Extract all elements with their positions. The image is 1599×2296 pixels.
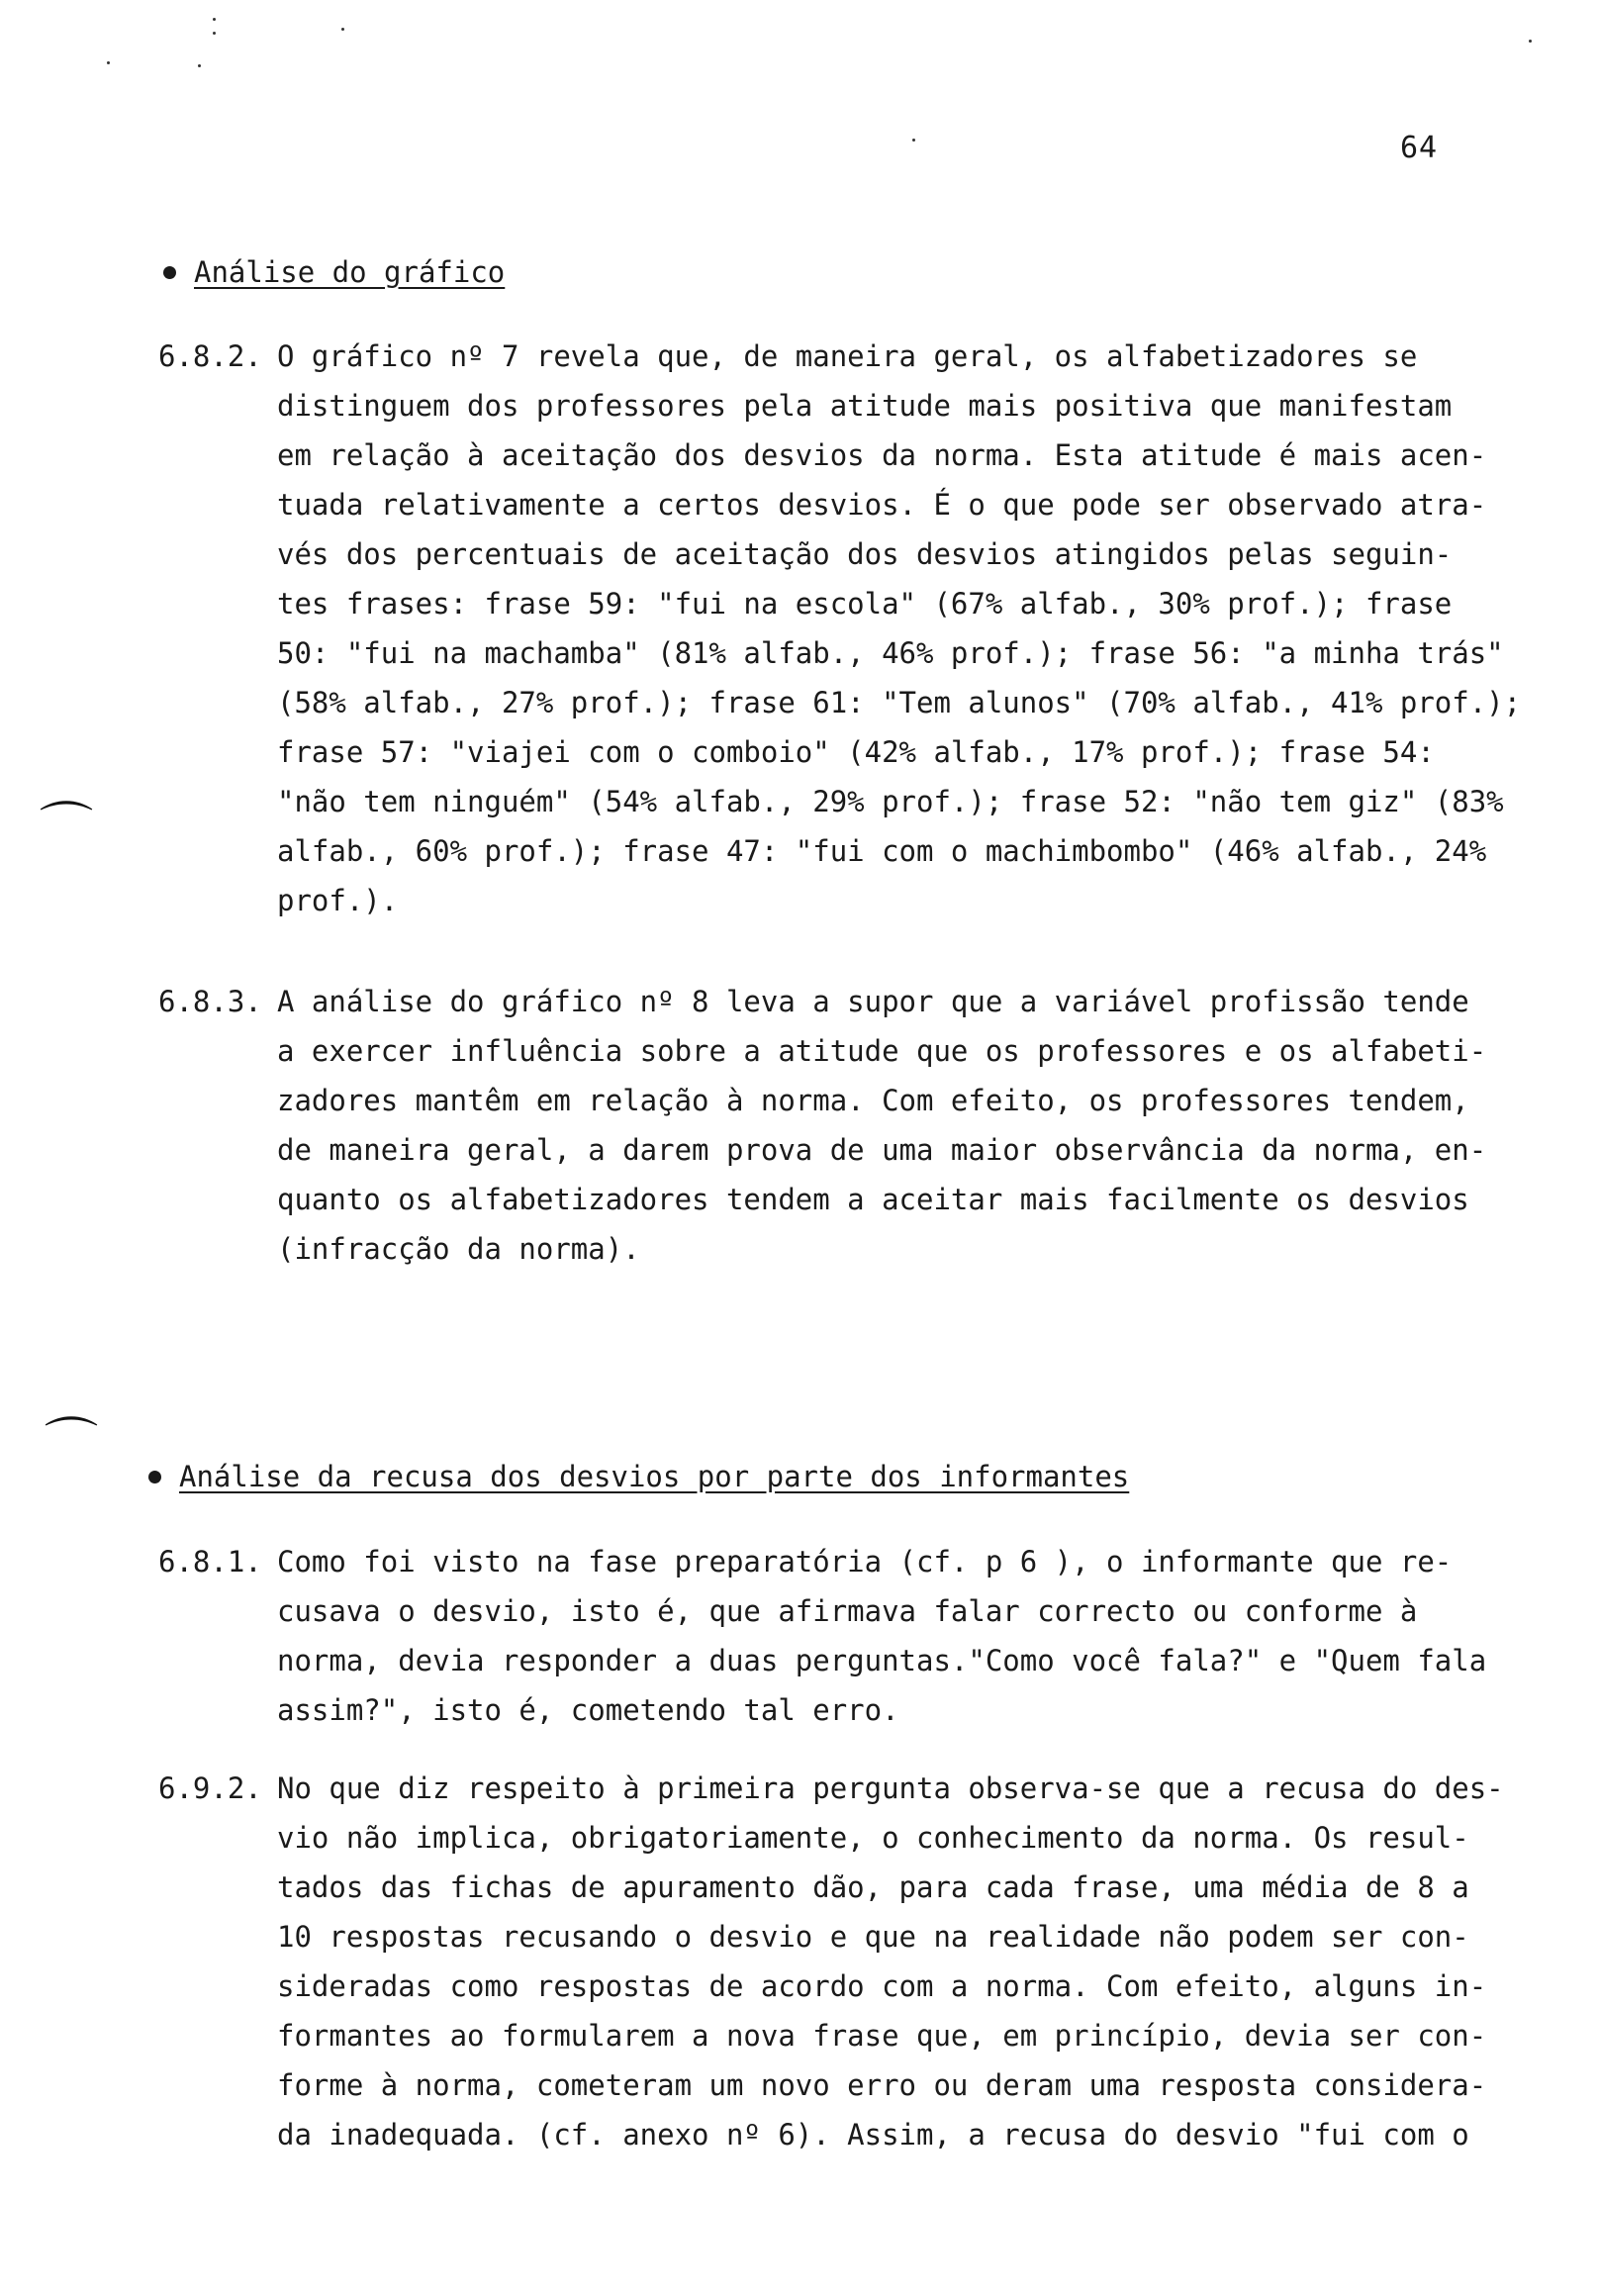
paragraph-line: quanto os alfabetizadores tendem a aceitar mais facilmente os desvios	[277, 1183, 1469, 1216]
paragraph-line: da inadequada. (cf. anexo nº 6). Assim, a recusa do desvio "fui com o	[277, 2118, 1469, 2152]
paragraph-number: 6.8.1.	[158, 1545, 262, 1578]
paragraph-6-9-2	[158, 1764, 1504, 2159]
paragraph-line: norma, devia responder a duas perguntas."Como você fala?" e "Quem fala	[277, 1644, 1487, 1677]
paragraph-line: a exercer influência sobre a atitude que os professores e os alfabeti-	[277, 1034, 1487, 1068]
scan-speck	[213, 32, 216, 35]
paragraph-line: tes frases: frase 59: "fui na escola" (67% alfab., 30% prof.); frase	[277, 587, 1453, 621]
paragraph-line: A análise do gráfico nº 8 leva a supor que a variável profissão tende	[277, 985, 1469, 1018]
paragraph-line: Como foi visto na fase preparatória (cf. p 6 ), o informante que re-	[277, 1545, 1453, 1578]
paragraph-line: 50: "fui na machamba" (81% alfab., 46% prof.); frase 56: "a minha trás"	[277, 636, 1504, 670]
scan-speck	[107, 61, 110, 64]
paragraph-line: em relação à aceitação dos desvios da norma. Esta atitude é mais acen-	[277, 438, 1487, 472]
paragraph-line: alfab., 60% prof.); frase 47: "fui com o machimbombo" (46% alfab., 24%	[277, 834, 1487, 868]
punch-hole-mark: ⌒	[40, 797, 93, 859]
paragraph-line: zadores mantêm em relação à norma. Com efeito, os professores tendem,	[277, 1084, 1469, 1117]
paragraph-6-8-2	[158, 332, 1522, 925]
paragraph-line: prof.).	[277, 884, 399, 917]
paragraph-line: frase 57: "viajei com o comboio" (42% alfab., 17% prof.); frase 54:	[277, 735, 1435, 769]
bullet-icon	[148, 1471, 161, 1483]
paragraph-number: 6.8.3.	[158, 985, 262, 1018]
section-heading-text: Análise da recusa dos desvios por parte dos informantes	[179, 1460, 1130, 1493]
section-heading-grafico	[163, 255, 505, 289]
scan-speck	[341, 28, 344, 31]
section-heading-text: Análise do gráfico	[194, 255, 506, 289]
scan-speck	[1529, 40, 1532, 43]
scan-speck	[213, 18, 216, 21]
scan-speck	[912, 139, 915, 142]
paragraph-line: de maneira geral, a darem prova de uma maior observância da norma, en-	[277, 1133, 1487, 1167]
section-heading-recusa	[148, 1460, 1129, 1493]
paragraph-line: sideradas como respostas de acordo com a norma. Com efeito, alguns in-	[277, 1969, 1487, 2003]
scan-speck	[198, 64, 201, 67]
paragraph-line: O gráfico nº 7 revela que, de maneira geral, os alfabetizadores se	[277, 339, 1418, 373]
paragraph-line: forme à norma, cometeram um novo erro ou deram uma resposta considera-	[277, 2068, 1487, 2102]
paragraph-6-8-3	[158, 977, 1494, 1274]
paragraph-line: (infracção da norma).	[277, 1232, 640, 1266]
paragraph-line: "não tem ninguém" (54% alfab., 29% prof.); frase 52: "não tem giz" (83%	[277, 785, 1504, 818]
paragraph-line: tuada relativamente a certos desvios. É o que pode ser observado atra-	[277, 488, 1487, 522]
paragraph-number: 6.9.2.	[158, 1771, 262, 1805]
paragraph-line: vio não implica, obrigatoriamente, o conhecimento da norma. Os resul-	[277, 1821, 1469, 1855]
paragraph-line: vés dos percentuais de aceitação dos desvios atingidos pelas seguin-	[277, 537, 1453, 571]
paragraph-line: (58% alfab., 27% prof.); frase 61: "Tem alunos" (70% alfab., 41% prof.);	[277, 686, 1522, 719]
paragraph-line: No que diz respeito à primeira pergunta observa-se que a recusa do des-	[277, 1771, 1504, 1805]
punch-hole-mark: ⌒	[45, 1412, 98, 1475]
paragraph-line: cusava o desvio, isto é, que afirmava falar correcto ou conforme à	[277, 1594, 1418, 1628]
paragraph-line: distinguem dos professores pela atitude mais positiva que manifestam	[277, 389, 1453, 423]
paragraph-line: formantes ao formularem a nova frase que, em princípio, devia ser con-	[277, 2019, 1487, 2053]
paragraph-line: assim?", isto é, cometendo tal erro.	[277, 1693, 899, 1727]
bullet-icon	[163, 266, 176, 279]
page-number: 64	[1400, 131, 1439, 165]
paragraph-line: 10 respostas recusando o desvio e que na realidade não podem ser con-	[277, 1920, 1469, 1954]
paragraph-number: 6.8.2.	[158, 339, 262, 373]
paragraph-line: tados das fichas de apuramento dão, para cada frase, uma média de 8 a	[277, 1870, 1469, 1904]
paragraph-6-8-1	[158, 1537, 1494, 1735]
